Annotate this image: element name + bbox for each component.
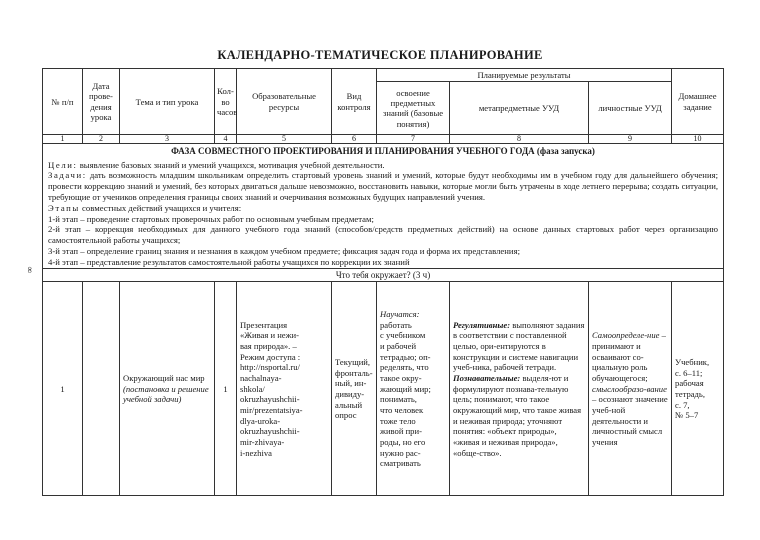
resource-line: i-nezhiva (240, 447, 272, 458)
planning-table (42, 68, 724, 496)
section-topic: Что тебя окружает? (3 ч) (43, 269, 724, 282)
regulatory-text: выполняют задания в соответствии с поставленной целью, ори-ентируются в конструкции и системе навигации учеб-ника, рабочей тетради. (453, 319, 585, 373)
subject-line: такое окру- (380, 372, 422, 383)
header-number: № п/п (43, 69, 83, 135)
cognitive-text: выделя-ют и формулируют познава-тельную цель; понимают, что такое окружающий мир, что такое живая и неживая природа; уточняют понятия: «объект природы», «живая и неживая природа», «обще-ство». (453, 372, 582, 458)
stages-label: Этапы (48, 202, 80, 213)
phase-tasks (48, 170, 718, 202)
page-number-mark: ∞ (25, 266, 36, 274)
resource-line: Презентация (240, 319, 288, 330)
goals-label: Цели: (48, 159, 78, 170)
cognitive-label: Познавательные: (453, 372, 521, 383)
subject-line: нужно рас- (380, 447, 421, 458)
homework-line: рабочая (675, 378, 704, 389)
subject-line: тоже тело (380, 415, 416, 426)
column-number: 2 (83, 135, 120, 144)
stage-item: 3-й этап – определение границ знания и незнания в каждом учебном предмете; фиксация задач года и форма их представления; (48, 245, 520, 256)
personal-label-meaning: смыслообразо-вание (592, 383, 667, 394)
stages-text: совместных действий учащихся и учителя: (79, 202, 242, 213)
subject-line: работать (380, 319, 412, 330)
subject-line: живой при- (380, 426, 422, 437)
column-number: 8 (450, 135, 589, 144)
regulatory-label: Регулятивные: (453, 319, 511, 330)
header-hours: Кол-во часов (215, 69, 237, 135)
goals-text: выявление базовых знаний и умений учащихся, мотивация учебной деятельности. (77, 159, 385, 170)
resource-line: Режим доступа : (240, 351, 301, 362)
lesson-homework (672, 282, 724, 496)
personal-text-meaning: – осознают значение учеб-ной деятельности и личностный смысл учения (592, 394, 668, 447)
phase-description (43, 144, 724, 269)
column-number: 10 (672, 135, 724, 144)
homework-line: Учебник, (675, 356, 710, 367)
subject-line: сматривать (380, 458, 421, 469)
tasks-label: Задачи: (48, 170, 87, 181)
tasks-text: дать возможность младшим школьникам определить стартовый уровень знаний и умений, которые будут необходимы им в учебном году для дальнейшего обучения; провести коррекцию знаний и умений, без которых двигаться дальше невозможно, восстановить навыки, которые могли быть утрачены в ходе летнего перерыва; создать ситуации, требующие от учеников определения границы своих знаний и очерчивания возможных будущих направлений учения. (48, 170, 719, 202)
homework-line: № 5–7 (675, 410, 699, 421)
stage-item: 4-й этап – представление результатов самостоятельной работы учащихся по коррекции их знаний (48, 256, 410, 267)
page-title: КАЛЕНДАРНО-ТЕМАТИЧЕСКОЕ ПЛАНИРОВАНИЕ (217, 48, 543, 62)
resource-line: dlya-uroka- (240, 415, 281, 426)
header-personal: личностные УУД (589, 82, 672, 135)
control-line: фронталь- (335, 367, 373, 378)
phase-goals (48, 160, 718, 171)
resource-line: okruzhayushchii- (240, 426, 300, 437)
lesson-topic (120, 282, 215, 496)
lesson-row (43, 282, 724, 496)
lesson-personal (589, 282, 672, 496)
header-resources: Образовательные ресурсы (237, 69, 332, 135)
column-number: 1 (43, 135, 83, 144)
column-number: 6 (332, 135, 377, 144)
subject-line: тетрадью; оп- (380, 351, 431, 362)
homework-line: тетрадь, (675, 388, 705, 399)
subject-line: с учебником (380, 330, 426, 341)
resource-line: shkola/ (240, 383, 265, 394)
phase-stages (48, 203, 718, 214)
resource-line: mir/prezentatsiya- (240, 404, 303, 415)
header-metasubject: метапредметные УУД (450, 82, 589, 135)
control-line: альный (335, 399, 363, 410)
header-topic: Тема и тип урока (120, 69, 215, 135)
subject-line: жающий мир; (380, 383, 431, 394)
control-line: дивиду- (335, 388, 365, 399)
header-date: Дата прове-дения урока (83, 69, 120, 135)
regulatory-block (453, 320, 585, 373)
resource-line: вая природа». – (240, 341, 297, 351)
resource-line: mir-zhivaya- (240, 436, 285, 447)
subject-line: понимать, (380, 394, 417, 405)
column-numbers-row (43, 135, 724, 144)
column-number: 3 (120, 135, 215, 144)
header-planned-results: Планируемые результаты (377, 69, 672, 82)
resource-line: http://nsportal.ru/ (240, 362, 300, 373)
stage-item: 1-й этап – проведение стартовых проверочных работ по основным учебным предметам; (48, 213, 374, 224)
personal-label-self: Самоопределе-ние (592, 330, 660, 341)
subject-line: роды, но его (380, 436, 426, 447)
phase-title: ФАЗА СОВМЕСТНОГО ПРОЕКТИРОВАНИЯ И ПЛАНИРОВАНИЯ УЧЕБНОГО ГОДА (фаза запуска) (171, 146, 595, 157)
resource-line: «Живая и нежи- (240, 330, 300, 341)
lesson-metasubject (450, 282, 589, 496)
lesson-hours: 1 (215, 282, 237, 496)
subject-line: ределять, что (380, 362, 429, 373)
lesson-topic-type: (постановка и решение учебной задачи) (123, 383, 209, 405)
subject-label: Научатся: (380, 309, 420, 320)
lesson-date (83, 282, 120, 496)
stage-item: 2-й этап – коррекция необходимых для данного учебного года знаний (способов/средств предметных действий) на основе данных стартовых работ через организацию самостоятельной работы учащихся; (48, 224, 719, 246)
control-line: опрос (335, 410, 357, 421)
column-number: 4 (215, 135, 237, 144)
subject-line: что человек (380, 404, 424, 415)
control-line: ный, ин- (335, 378, 367, 389)
lesson-control (332, 282, 377, 496)
header-subject-knowledge: освоение предметных знаний (базовые понятия) (377, 82, 450, 135)
cognitive-block (453, 373, 585, 458)
lesson-topic-main: Окружающий нас мир (123, 372, 205, 383)
homework-line: с. 7, (675, 399, 690, 410)
column-number: 7 (377, 135, 450, 144)
subject-line: и рабочей (380, 341, 417, 351)
personal-text-self: – принимают и осваивают со-циальную роль обучающегося; (592, 330, 666, 383)
homework-line: с. 6–11; (675, 367, 703, 378)
resource-line: okruzhayushchii- (240, 394, 300, 405)
column-number: 9 (589, 135, 672, 144)
lesson-number: 1 (43, 282, 83, 496)
lesson-resources (237, 282, 332, 496)
header-control: Вид контроля (332, 69, 377, 135)
column-number: 5 (237, 135, 332, 144)
control-line: Текущий, (335, 356, 371, 367)
header-homework: Домашнее задание (672, 69, 724, 135)
resource-line: nachalnaya- (240, 372, 282, 383)
lesson-subject-knowledge (377, 282, 450, 496)
